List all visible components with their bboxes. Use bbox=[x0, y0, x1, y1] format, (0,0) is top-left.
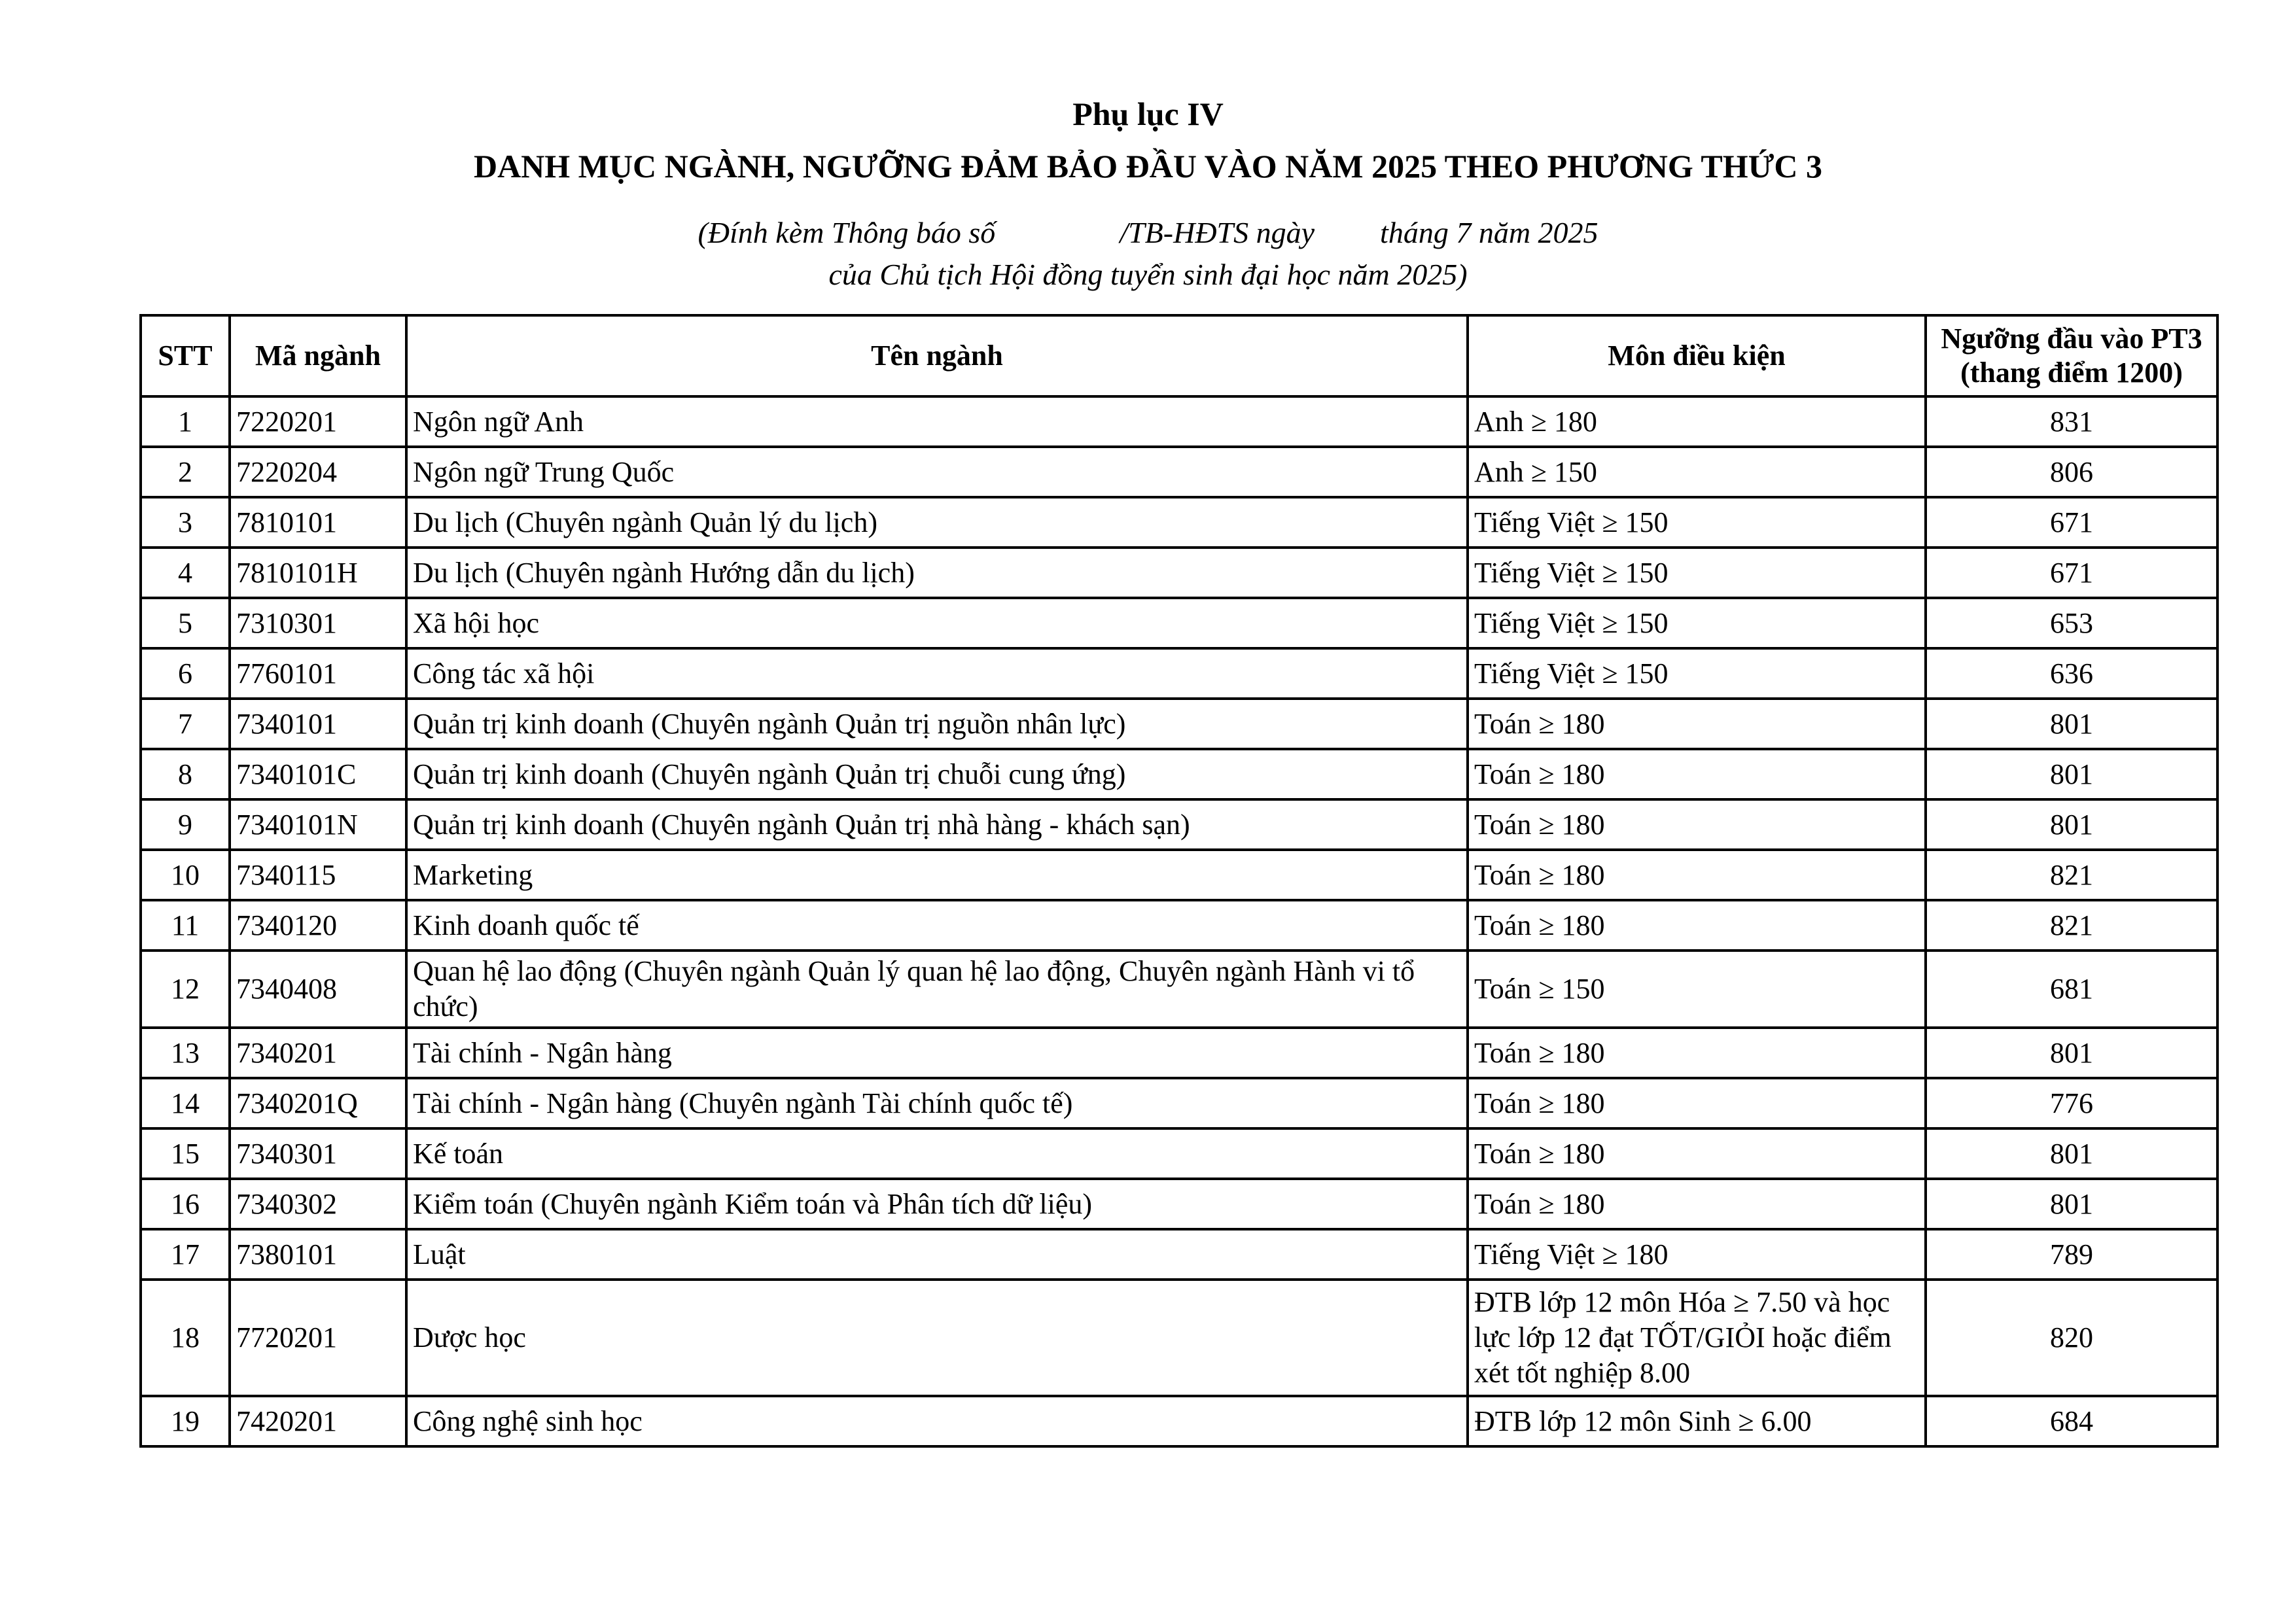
row-threshold: 801 bbox=[1926, 799, 2217, 850]
admission-threshold-table bbox=[139, 314, 2219, 1448]
row-condition: Toán ≥ 180 bbox=[1468, 1128, 1926, 1179]
row-stt: 18 bbox=[141, 1280, 230, 1396]
table-row bbox=[141, 1229, 2217, 1280]
row-code: 7340101N bbox=[230, 799, 406, 850]
row-condition: Tiếng Việt ≥ 180 bbox=[1468, 1229, 1926, 1280]
table-header-row bbox=[141, 315, 2217, 396]
attachment-note-part3: tháng 7 năm 2025 bbox=[1380, 216, 1598, 249]
table-row bbox=[141, 648, 2217, 699]
row-threshold: 820 bbox=[1926, 1280, 2217, 1396]
row-name: Du lịch (Chuyên ngành Quản lý du lịch) bbox=[406, 497, 1468, 548]
table-row bbox=[141, 1128, 2217, 1179]
row-name: Quan hệ lao động (Chuyên ngành Quản lý quan hệ lao động, Chuyên ngành Hành vi tổ chức) bbox=[406, 951, 1468, 1028]
row-stt: 5 bbox=[141, 598, 230, 648]
table-row bbox=[141, 447, 2217, 497]
row-code: 7340101C bbox=[230, 749, 406, 799]
column-header-name: Tên ngành bbox=[406, 315, 1468, 396]
row-condition: Toán ≥ 180 bbox=[1468, 850, 1926, 900]
row-stt: 6 bbox=[141, 648, 230, 699]
document-subtitle: DANH MỤC NGÀNH, NGƯỠNG ĐẢM BẢO ĐẦU VÀO NĂM 2025 THEO PHƯƠNG THỨC 3 bbox=[473, 148, 1823, 184]
row-code: 7380101 bbox=[230, 1229, 406, 1280]
row-name: Tài chính - Ngân hàng bbox=[406, 1028, 1468, 1078]
table-row bbox=[141, 1028, 2217, 1078]
row-name: Luật bbox=[406, 1229, 1468, 1280]
row-condition: ĐTB lớp 12 môn Sinh ≥ 6.00 bbox=[1468, 1396, 1926, 1446]
table-body bbox=[141, 396, 2217, 1446]
row-code: 7760101 bbox=[230, 648, 406, 699]
row-threshold: 671 bbox=[1926, 548, 2217, 598]
row-threshold: 681 bbox=[1926, 951, 2217, 1028]
row-name: Xã hội học bbox=[406, 598, 1468, 648]
row-condition: Toán ≥ 180 bbox=[1468, 799, 1926, 850]
row-code: 7340120 bbox=[230, 900, 406, 951]
row-stt: 12 bbox=[141, 951, 230, 1028]
row-code: 7340201 bbox=[230, 1028, 406, 1078]
row-threshold: 801 bbox=[1926, 1179, 2217, 1229]
table-row bbox=[141, 396, 2217, 447]
row-condition: Anh ≥ 150 bbox=[1468, 447, 1926, 497]
row-stt: 9 bbox=[141, 799, 230, 850]
row-threshold: 684 bbox=[1926, 1396, 2217, 1446]
row-stt: 7 bbox=[141, 699, 230, 749]
row-name: Quản trị kinh doanh (Chuyên ngành Quản trị nhà hàng - khách sạn) bbox=[406, 799, 1468, 850]
row-condition: Anh ≥ 180 bbox=[1468, 396, 1926, 447]
column-header-threshold bbox=[1926, 315, 2217, 396]
row-stt: 3 bbox=[141, 497, 230, 548]
row-condition: Toán ≥ 180 bbox=[1468, 900, 1926, 951]
row-code: 7340101 bbox=[230, 699, 406, 749]
row-threshold: 653 bbox=[1926, 598, 2217, 648]
attachment-note-part1: (Đính kèm Thông báo số bbox=[698, 216, 996, 249]
table-row bbox=[141, 1078, 2217, 1128]
row-name: Marketing bbox=[406, 850, 1468, 900]
row-name: Công tác xã hội bbox=[406, 648, 1468, 699]
row-threshold: 821 bbox=[1926, 900, 2217, 951]
table-row bbox=[141, 497, 2217, 548]
row-name: Kế toán bbox=[406, 1128, 1468, 1179]
row-condition: Toán ≥ 150 bbox=[1468, 951, 1926, 1028]
row-condition: Tiếng Việt ≥ 150 bbox=[1468, 497, 1926, 548]
row-condition: Toán ≥ 180 bbox=[1468, 749, 1926, 799]
table-row bbox=[141, 699, 2217, 749]
attachment-note-line2: của Chủ tịch Hội đồng tuyển sinh đại học năm 2025) bbox=[828, 258, 1468, 291]
row-code: 7420201 bbox=[230, 1396, 406, 1446]
row-threshold: 636 bbox=[1926, 648, 2217, 699]
row-stt: 1 bbox=[141, 396, 230, 447]
row-code: 7310301 bbox=[230, 598, 406, 648]
row-code: 7340115 bbox=[230, 850, 406, 900]
table-row bbox=[141, 749, 2217, 799]
row-threshold: 789 bbox=[1926, 1229, 2217, 1280]
attachment-note-part2: /TB-HĐTS ngày bbox=[1120, 216, 1315, 249]
row-threshold: 776 bbox=[1926, 1078, 2217, 1128]
row-stt: 16 bbox=[141, 1179, 230, 1229]
row-stt: 19 bbox=[141, 1396, 230, 1446]
table-row bbox=[141, 951, 2217, 1028]
table-row bbox=[141, 900, 2217, 951]
row-code: 7340201Q bbox=[230, 1078, 406, 1128]
row-name: Công nghệ sinh học bbox=[406, 1396, 1468, 1446]
row-condition: Toán ≥ 180 bbox=[1468, 699, 1926, 749]
row-stt: 2 bbox=[141, 447, 230, 497]
row-condition: Tiếng Việt ≥ 150 bbox=[1468, 648, 1926, 699]
row-threshold: 821 bbox=[1926, 850, 2217, 900]
row-name: Kinh doanh quốc tế bbox=[406, 900, 1468, 951]
table-row bbox=[141, 598, 2217, 648]
row-threshold: 671 bbox=[1926, 497, 2217, 548]
threshold-header-line1: Ngưỡng đầu vào PT3 bbox=[1941, 323, 2202, 355]
row-stt: 4 bbox=[141, 548, 230, 598]
row-name: Tài chính - Ngân hàng (Chuyên ngành Tài chính quốc tế) bbox=[406, 1078, 1468, 1128]
row-stt: 8 bbox=[141, 749, 230, 799]
row-stt: 11 bbox=[141, 900, 230, 951]
row-stt: 13 bbox=[141, 1028, 230, 1078]
row-name: Quản trị kinh doanh (Chuyên ngành Quản trị chuỗi cung ứng) bbox=[406, 749, 1468, 799]
row-condition: Tiếng Việt ≥ 150 bbox=[1468, 598, 1926, 648]
column-header-code: Mã ngành bbox=[230, 315, 406, 396]
row-code: 7340301 bbox=[230, 1128, 406, 1179]
row-name: Dược học bbox=[406, 1280, 1468, 1396]
row-condition: Tiếng Việt ≥ 150 bbox=[1468, 548, 1926, 598]
attachment-note-line1 bbox=[0, 213, 2296, 253]
row-threshold: 801 bbox=[1926, 1028, 2217, 1078]
table-row bbox=[141, 1179, 2217, 1229]
row-name: Du lịch (Chuyên ngành Hướng dẫn du lịch) bbox=[406, 548, 1468, 598]
row-condition: Toán ≥ 180 bbox=[1468, 1078, 1926, 1128]
row-stt: 17 bbox=[141, 1229, 230, 1280]
row-name: Ngôn ngữ Anh bbox=[406, 396, 1468, 447]
row-code: 7220204 bbox=[230, 447, 406, 497]
row-code: 7810101 bbox=[230, 497, 406, 548]
row-name: Kiểm toán (Chuyên ngành Kiểm toán và Phân tích dữ liệu) bbox=[406, 1179, 1468, 1229]
row-code: 7720201 bbox=[230, 1280, 406, 1396]
row-condition: Toán ≥ 180 bbox=[1468, 1028, 1926, 1078]
appendix-title: Phụ lục IV bbox=[1072, 96, 1224, 132]
row-code: 7220201 bbox=[230, 396, 406, 447]
row-code: 7340408 bbox=[230, 951, 406, 1028]
table-row bbox=[141, 1280, 2217, 1396]
row-threshold: 801 bbox=[1926, 749, 2217, 799]
row-threshold: 831 bbox=[1926, 396, 2217, 447]
row-stt: 10 bbox=[141, 850, 230, 900]
row-name: Ngôn ngữ Trung Quốc bbox=[406, 447, 1468, 497]
table-row bbox=[141, 850, 2217, 900]
row-code: 7810101H bbox=[230, 548, 406, 598]
row-threshold: 806 bbox=[1926, 447, 2217, 497]
row-threshold: 801 bbox=[1926, 1128, 2217, 1179]
threshold-header-line2: (thang điểm 1200) bbox=[1960, 357, 2183, 389]
column-header-condition: Môn điều kiện bbox=[1468, 315, 1926, 396]
row-name: Quản trị kinh doanh (Chuyên ngành Quản trị nguồn nhân lực) bbox=[406, 699, 1468, 749]
row-condition: Toán ≥ 180 bbox=[1468, 1179, 1926, 1229]
table-row bbox=[141, 1396, 2217, 1446]
table-row bbox=[141, 799, 2217, 850]
row-condition: ĐTB lớp 12 môn Hóa ≥ 7.50 và học lực lớp 12 đạt TỐT/GIỎI hoặc điểm xét tốt nghiệp 8.00 bbox=[1468, 1280, 1926, 1396]
column-header-stt: STT bbox=[141, 315, 230, 396]
row-stt: 14 bbox=[141, 1078, 230, 1128]
table-row bbox=[141, 548, 2217, 598]
row-threshold: 801 bbox=[1926, 699, 2217, 749]
row-stt: 15 bbox=[141, 1128, 230, 1179]
row-code: 7340302 bbox=[230, 1179, 406, 1229]
